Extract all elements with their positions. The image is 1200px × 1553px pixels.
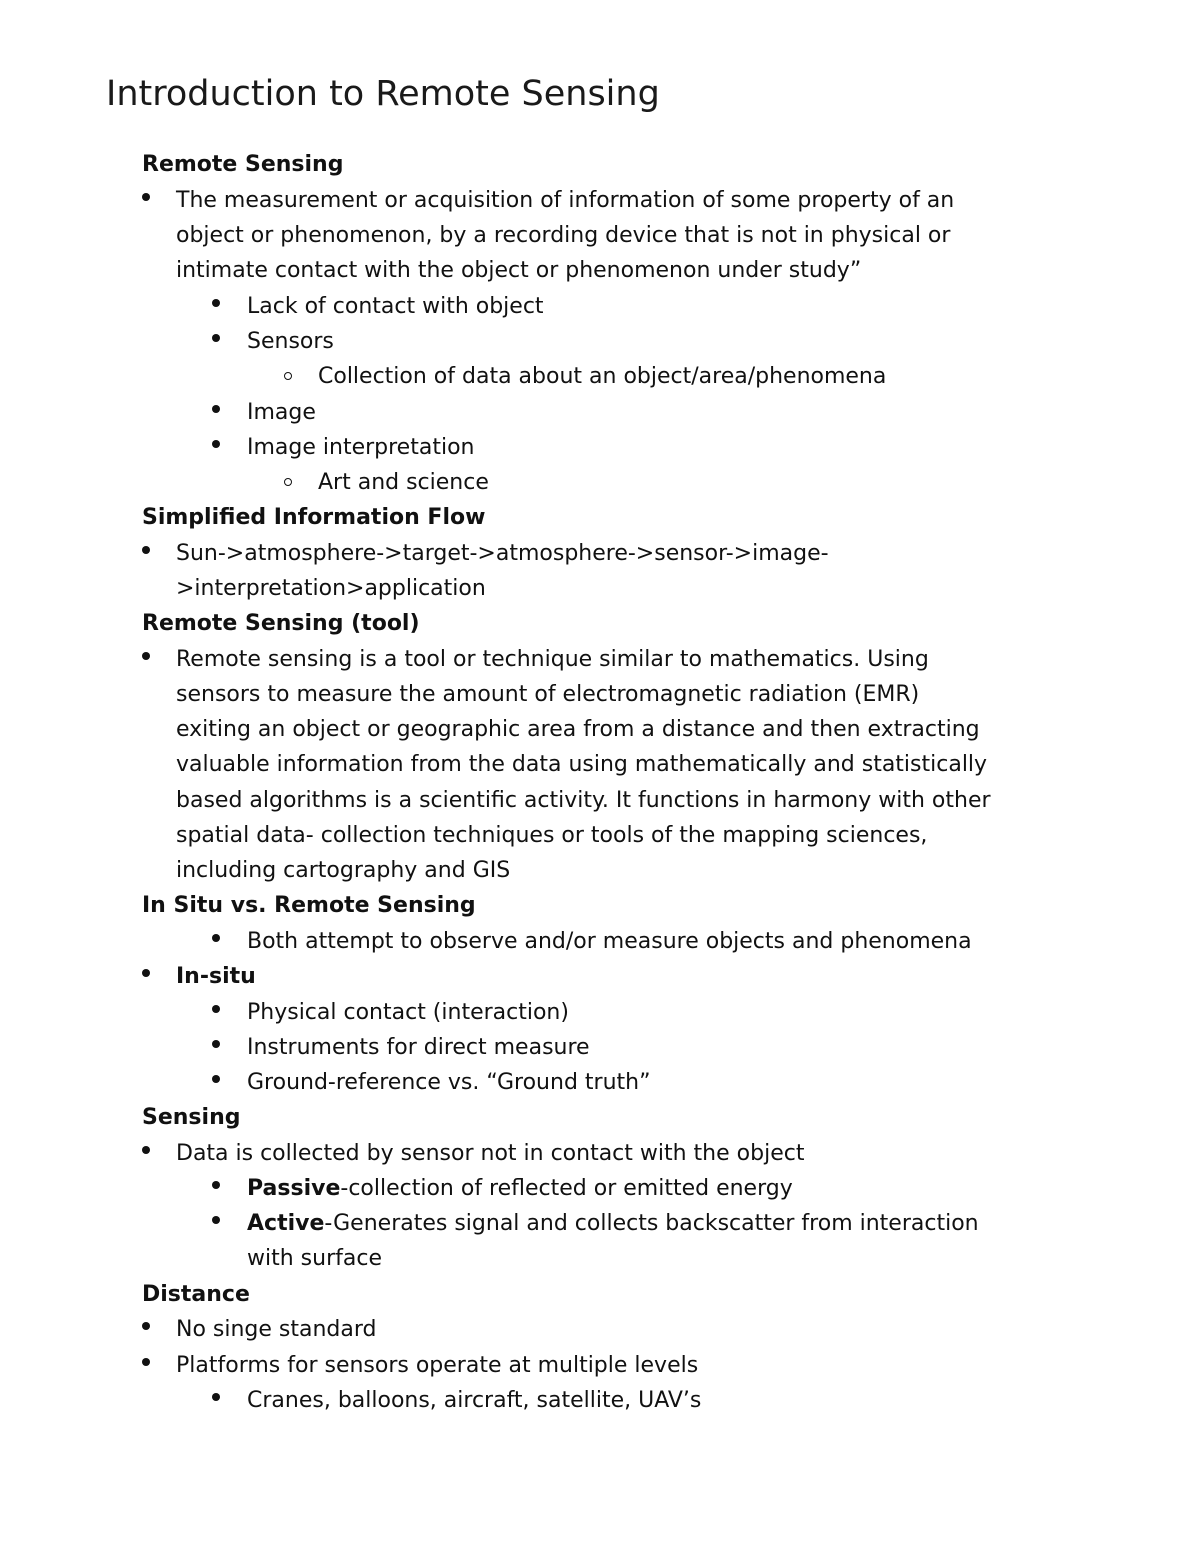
document-title: Introduction to Remote Sensing [106, 74, 660, 114]
list-item-passive [247, 1171, 793, 1206]
bullet-icon [212, 1005, 220, 1013]
section-heading-information-flow: Simplified Information Flow [142, 505, 486, 530]
passive-description: -collection of reflected or emitted energy [340, 1176, 793, 1201]
section-heading-remote-sensing: Remote Sensing [142, 152, 344, 177]
information-flow-line: Sun->atmosphere->target->atmosphere->sensor->image- [176, 541, 829, 566]
tool-description-line: including cartography and GIS [176, 858, 511, 883]
tool-description-line: sensors to measure the amount of electromagnetic radiation (EMR) [176, 682, 920, 707]
bullet-icon [142, 1322, 150, 1330]
active-term: Active [247, 1211, 325, 1236]
list-item-both-attempt: Both attempt to observe and/or measure objects and phenomena [247, 929, 972, 954]
bullet-icon [142, 1146, 150, 1154]
list-item-image-interpretation: Image interpretation [247, 435, 475, 460]
tool-description-line: exiting an object or geographic area from a distance and then extracting [176, 717, 980, 742]
bullet-icon [212, 334, 220, 342]
passive-term: Passive [247, 1176, 341, 1201]
bullet-icon [212, 299, 220, 307]
list-item-ground-reference: Ground-reference vs. “Ground truth” [247, 1070, 651, 1095]
bullet-icon [212, 1181, 220, 1189]
definition-line: The measurement or acquisition of information of some property of an [176, 188, 955, 213]
bullet-icon [212, 405, 220, 413]
definition-line: object or phenomenon, by a recording device that is not in physical or [176, 223, 951, 248]
hollow-bullet-icon [284, 478, 292, 486]
list-item-instruments: Instruments for direct measure [247, 1035, 590, 1060]
list-item-in-situ: In-situ [176, 964, 256, 989]
list-item-active [247, 1206, 979, 1241]
tool-description-line: spatial data- collection techniques or tools of the mapping sciences, [176, 823, 928, 848]
bullet-icon [142, 652, 150, 660]
bullet-icon [142, 193, 150, 201]
section-heading-distance: Distance [142, 1282, 250, 1307]
bullet-icon [212, 1393, 220, 1401]
bullet-icon [142, 969, 150, 977]
tool-description-line: valuable information from the data using mathematically and statistically [176, 752, 988, 777]
bullet-icon [142, 1358, 150, 1366]
list-item-platform-types: Cranes, balloons, aircraft, satellite, UAV’s [247, 1388, 702, 1413]
bullet-icon [142, 546, 150, 554]
section-heading-remote-sensing-tool: Remote Sensing (tool) [142, 611, 420, 636]
list-item-collection-of-data: Collection of data about an object/area/phenomena [318, 364, 887, 389]
list-item-no-standard: No singe standard [176, 1317, 377, 1342]
active-description: -Generates signal and collects backscatter from interaction [324, 1211, 979, 1236]
bullet-icon [212, 1075, 220, 1083]
tool-description-line: based algorithms is a scientific activity. It functions in harmony with other [176, 788, 991, 813]
bullet-icon [212, 1040, 220, 1048]
list-item-data-collected: Data is collected by sensor not in contact with the object [176, 1141, 805, 1166]
bullet-icon [212, 1216, 220, 1224]
list-item-physical-contact: Physical contact (interaction) [247, 1000, 569, 1025]
list-item-lack-of-contact: Lack of contact with object [247, 294, 544, 319]
definition-line: intimate contact with the object or phenomenon under study” [176, 258, 862, 283]
active-description-continued: with surface [247, 1246, 382, 1271]
list-item-art-and-science: Art and science [318, 470, 489, 495]
information-flow-line: >interpretation>application [176, 576, 486, 601]
section-heading-sensing: Sensing [142, 1105, 241, 1130]
tool-description-line: Remote sensing is a tool or technique similar to mathematics. Using [176, 647, 929, 672]
bullet-icon [212, 934, 220, 942]
list-item-image: Image [247, 400, 316, 425]
hollow-bullet-icon [284, 372, 292, 380]
section-heading-in-situ-vs-remote: In Situ vs. Remote Sensing [142, 893, 476, 918]
list-item-platforms: Platforms for sensors operate at multiple levels [176, 1353, 699, 1378]
list-item-sensors: Sensors [247, 329, 334, 354]
bullet-icon [212, 440, 220, 448]
